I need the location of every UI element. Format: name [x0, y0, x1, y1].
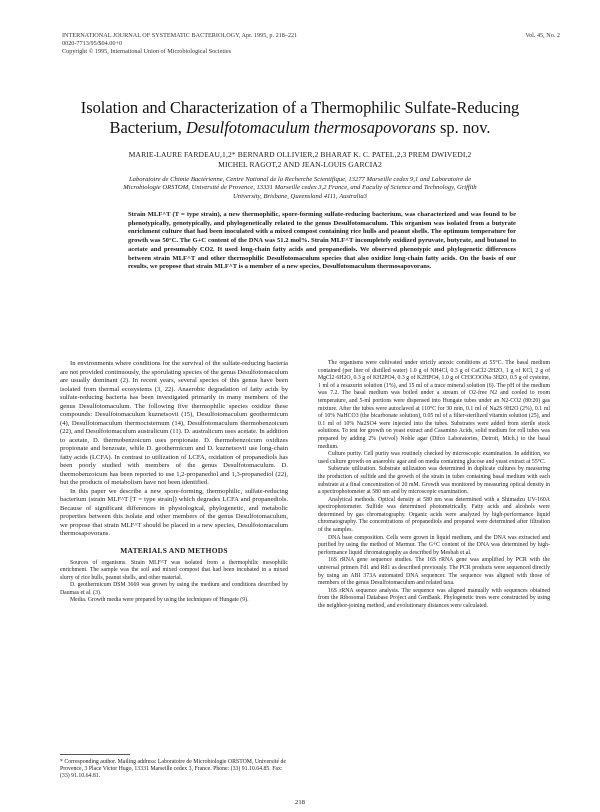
title-line-1: Isolation and Characterization of a Thermophilic Sulfate-Reducing	[80, 98, 520, 117]
methods-heading: MATERIALS AND METHODS	[120, 545, 228, 555]
culture-purity-paragraph: Culture purity. Cell purity was routinely checked by microscopic examination. In addition, we used culture growth on anaerobic agar and on media containing glucose and yeast extract at 55°C.	[318, 451, 550, 465]
analytical-methods-paragraph: Analytical methods. Optical density at 580 nm was determined with a Shimadzu UV-160A spectrophotometer. Sulfide was determined photometrically. Fatty acids and alcohols were determined by gas chromatography. Organic acids were analyzed by high-performance liquid chromatography. The concentrations of propanediols and propanol were determined after filtration of the samples.	[318, 496, 550, 534]
rrna-analysis-paragraph: 16S rRNA sequence analysis. The sequence was aligned manually with sequences obtained from the Ribosomal Database Project and GenBank. Phylogenetic trees were constructed by using the neighbor-joining method, and evolutionary distances were calculated.	[318, 587, 550, 609]
authors-line-2: MICHEL RAGOT,2 AND JEAN-LOUIS GARCIA2	[218, 160, 382, 169]
issn-line: 0020-7713/95/$04.00+0	[62, 40, 123, 48]
right-column	[318, 360, 550, 611]
page-number: 218	[295, 799, 305, 806]
title-line-2-end: sp. nov.	[435, 118, 491, 137]
substrate-utilization-paragraph: Substrate utilization. Substrate utilization was determined in duplicate cultures by measuring the production of sulfide and the growth of the strain in tubes containing basal medium with each substrate at a final concentration of 20 mM. Growth was monitored by measuring optical density in a spectrophotometer at 580 nm and by microscopic examination.	[318, 466, 550, 496]
intro-paragraph-1: In environments where conditions for the survival of the sulfate-reducing bacteria are not provided continuously, the sporulating species of the genus Desulfotomaculum are usually dominant (2). In recent years, several species of this genus have been isolated from thermal ecosystems (3, 22). Anaerobic degradation of fatty acids by sulfate-reducing bacteria has been investigated primarily in many members of the genus Desulfotomaculum. The following five thermophilic species oxidize these compounds: Desulfotomaculum kuznetsovii (15), Desulfotomaculum geothermicum (4), Desulfotomaculum thermocisternum (14), Desulfotomaculum thermobenzoicum (22), and Desulfotomaculum australicum (11). D. australicum uses acetate. In addition to acetate, D. thermobenzoicum uses propionate. D. thermobenzoicum oxidizes propionate and benzoate, while D. geothermicum and D. kuznetsovii use long-chain fatty acids (LCFA). In contrast to utilization of LCFA, oxidation of propanediols has been poorly studied with members of the genus Desulfotomaculum. D. thermobenzoicum has been reported to use 1,2-propanediol and 1,3-propanediol (22), but the products of metabolism have not been identified.	[60, 360, 288, 486]
methods-paragraph-3: Media. Growth media were prepared by using the techniques of Hungate (9).	[70, 597, 249, 604]
running-header	[62, 32, 560, 57]
journal-citation: INTERNATIONAL JOURNAL OF SYSTEMATIC BACTERIOLOGY, Apr. 1995, p. 218–221	[62, 32, 298, 39]
copyright-line: Copyright © 1995, International Union of Microbiological Societies	[62, 48, 231, 56]
corresponding-author-footnote: * Corresponding author. Mailing address: Laboratoire de Microbiologie ORSTOM, Université de Provence, 3 Place Victor Hugo, 13331 Marseille cedex 3, France. Phone: (33) 91.10.64.85. Fax: (33) 91.10.64.81.	[60, 759, 286, 780]
methods-paragraph-1: Sources of organisms. Strain MLF^T was isolated from a thermophilic mesophilic enrichment. The sample was the soil and mixed compost that had been incubated in a mixed slurry of rice hulls, peanut shells, and other material.	[60, 560, 288, 581]
rrna-gene-paragraph: 16S rRNA gene sequence studies. The 16S rRNA gene was amplified by PCR with the universal primers Fd1 and Rd1 as described previously. The PCR products were sequenced directly by using an ABI 373A automated DNA sequencer. The sequence was aligned with those of members of the genus Desulfotomaculum and related taxa.	[318, 557, 550, 587]
dna-composition-paragraph: DNA base composition. Cells were grown in liquid medium, and the DNA was extracted and purified by using the method of Marmur. The G+C content of the DNA was determined by high-performance liquid chromatography as described by Mesbah et al.	[318, 534, 550, 556]
authors-line-1: MARIE-LAURE FARDEAU,1,2* BERNARD OLLIVIER,2 BHARAT K. C. PATEL,2,3 PREM DWIVEDI,2	[128, 150, 472, 159]
methods-paragraph-2: D. geothermicum DSM 3669 was grown by using the medium and conditions described by Daumas et al. (3).	[60, 582, 288, 596]
author-list	[40, 150, 560, 170]
affiliations: Laboratoire de Chimie Bactérienne, Centre National de la Recherche Scientifique, 13277 Marseille cedex 9,1 and Laboratoire de Microbiologie ORSTOM, Université de Provence, 13331 Marseille cedex 3,2 France, and Faculty of Science and Technology, Griffith University, Brisbane, Queensland 4111, Australia3	[123, 176, 477, 200]
footnote-rule	[60, 754, 130, 755]
left-column	[60, 360, 288, 604]
title-line-2-plain: Bacterium,	[109, 118, 186, 137]
title-line-2	[40, 118, 560, 138]
article-title	[40, 98, 560, 138]
media-paragraph: The organisms were cultivated under strictly anoxic conditions at 55°C. The basal medium contained (per liter of distilled water) 1.0 g of NH4Cl, 0.3 g of CaCl2·2H2O, 1 g of KCl, 2 g of MgCl2·6H2O, 0.3 g of KH2PO4, 0.3 g of K2HPO4, 1.0 g of CH3COONa·3H2O, 0.5 g of cysteine, 1 ml of a resazurin solution (1%), and 15 ml of a trace mineral solution (6). The pH of the medium was 7.2. The basal medium was boiled under a stream of O2-free N2 and cooled to room temperature, and 5-ml portions were dispensed into Hungate tubes under an N2-CO2 (80:20) gas mixture. After the tubes were autoclaved at 110°C for 30 min, 0.1 ml of Na2S·9H2O (2%), 0.1 ml of 10% NaHCO3 (the bicarbonate solution), 0.05 ml of a filter-sterilized vitamin solution (25), and 0.1 ml of 10% Na2SO4 were injected into the tubes. Substrates were added from sterile stock solutions. To test for growth on yeast extract and Casamino Acids, solid medium for roll tubes was prepared by adding 2% (wt/vol) Noble agar (Difco Laboratories, Detroit, Mich.) to the basal medium.	[318, 360, 550, 450]
volume-issue: Vol. 45, No. 2	[525, 32, 560, 39]
title-species-name: Desulfotomaculum thermosapovorans	[186, 118, 436, 137]
intro-paragraph-2: In this paper we describe a new spore-forming, thermophilic, sulfate-reducing bacterium (strain MLF^T [T = type strain]) which degrades LCFA and propanediols. Because of significant differences in physiological, phylogenetic, and metabolic properties between this isolate and other members of the genus Desulfotomaculum, we propose that strain MLF^T should be placed in a new species, Desulfotomaculum thermosapovorans.	[60, 487, 288, 537]
abstract: Strain MLF^T (T = type strain), a new thermophilic, spore-forming sulfate-reducing bacterium, was characterized and was found to be phenotypically, genotypically, and phylogenetically related to the genus Desulfotomaculum. This organism was isolated from a butyrate enrichment culture that had been inoculated with a mixed compost containing rice hulls and peanut shells. The optimum temperature for growth was 50°C. The G+C content of the DNA was 51.2 mol%. Strain MLF^T incompletely oxidized pyruvate, butyrate, and butanol to acetate and presumably CO2. It used long-chain fatty acids and propanediols. We observed phenotypic and phylogenetic differences between strain MLF^T and other thermophilic Desulfotomaculum species that also oxidize long-chain fatty acids. On the basis of our results, we propose that strain MLF^T is a member of a new species, Desulfotomaculum thermosapovorans.	[128, 211, 516, 271]
